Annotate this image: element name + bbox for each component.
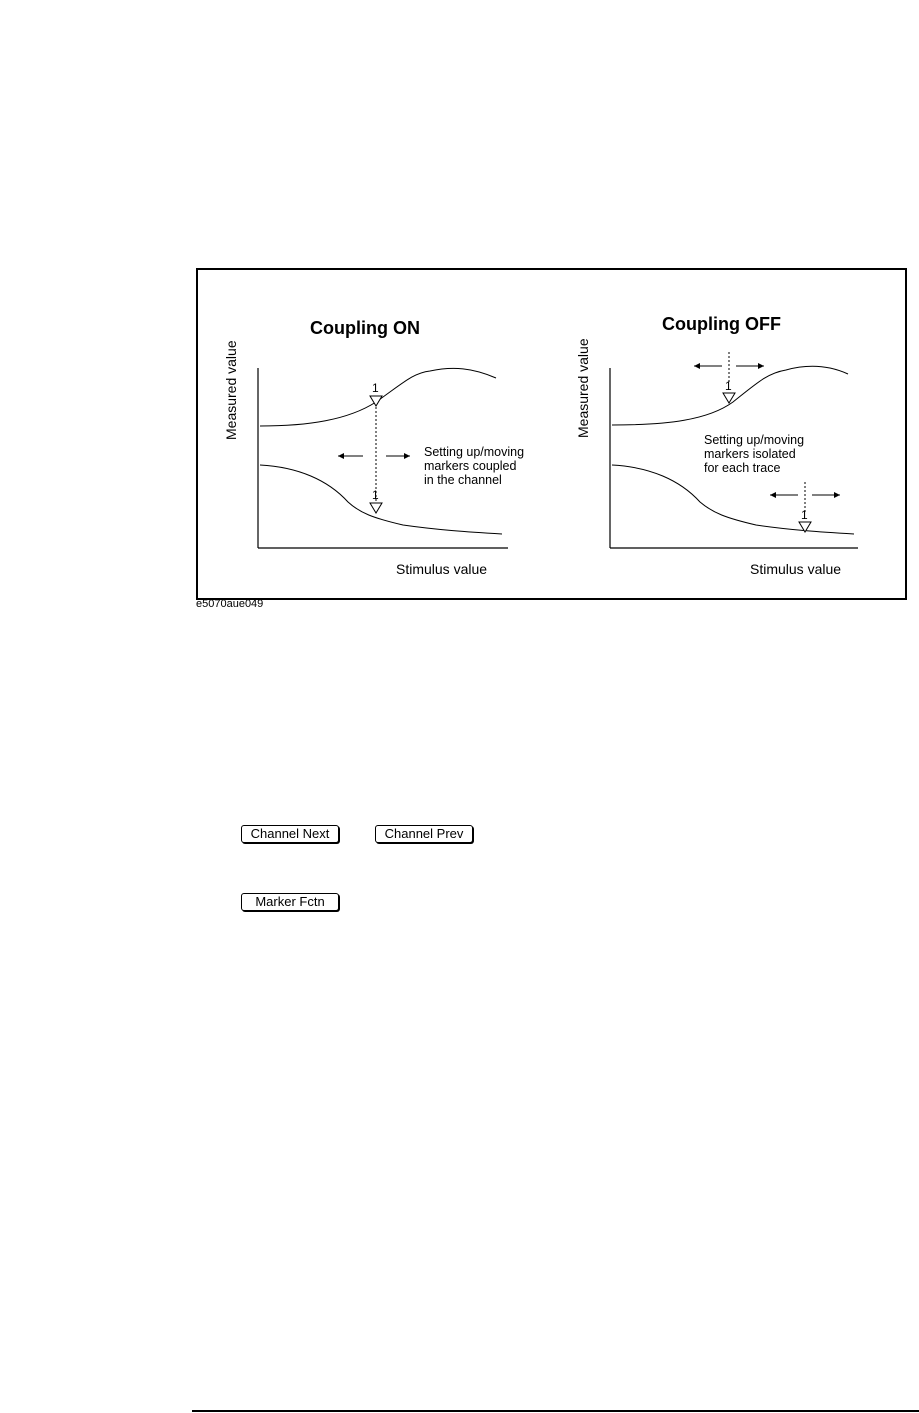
left-drag-arrows bbox=[338, 453, 410, 459]
right-title: Coupling OFF bbox=[662, 314, 781, 334]
right-annotation-line1: Setting up/moving bbox=[704, 433, 805, 447]
figure-caption: e5070aue049 bbox=[196, 598, 264, 610]
right-annotation-line2: markers isolated bbox=[704, 447, 796, 461]
left-xlabel: Stimulus value bbox=[396, 561, 488, 577]
left-marker-lower-label: 1 bbox=[372, 488, 379, 502]
footer-rule bbox=[192, 1410, 919, 1412]
left-annotation-line1: Setting up/moving bbox=[424, 445, 525, 459]
left-ylabel: Measured value bbox=[223, 340, 239, 440]
right-marker-lower-label: 1 bbox=[801, 508, 808, 522]
coupling-diagram bbox=[198, 270, 905, 598]
figure-frame bbox=[196, 268, 907, 600]
right-ylabel: Measured value bbox=[575, 338, 591, 438]
left-marker-lower-triangle[interactable] bbox=[370, 503, 382, 513]
right-annotation-line3: for each trace bbox=[704, 461, 781, 475]
right-lower-trace bbox=[612, 465, 854, 534]
right-marker-upper-label: 1 bbox=[725, 379, 732, 393]
left-annotation-line2: markers coupled bbox=[424, 459, 517, 473]
right-xlabel: Stimulus value bbox=[750, 561, 842, 577]
channel-next-key[interactable]: Channel Next bbox=[241, 825, 339, 843]
marker-fctn-key[interactable]: Marker Fctn bbox=[241, 893, 339, 911]
channel-prev-key[interactable]: Channel Prev bbox=[375, 825, 473, 843]
left-title: Coupling ON bbox=[310, 318, 420, 338]
left-annotation-line3: in the channel bbox=[424, 473, 502, 487]
left-marker-upper-label: 1 bbox=[372, 381, 379, 395]
